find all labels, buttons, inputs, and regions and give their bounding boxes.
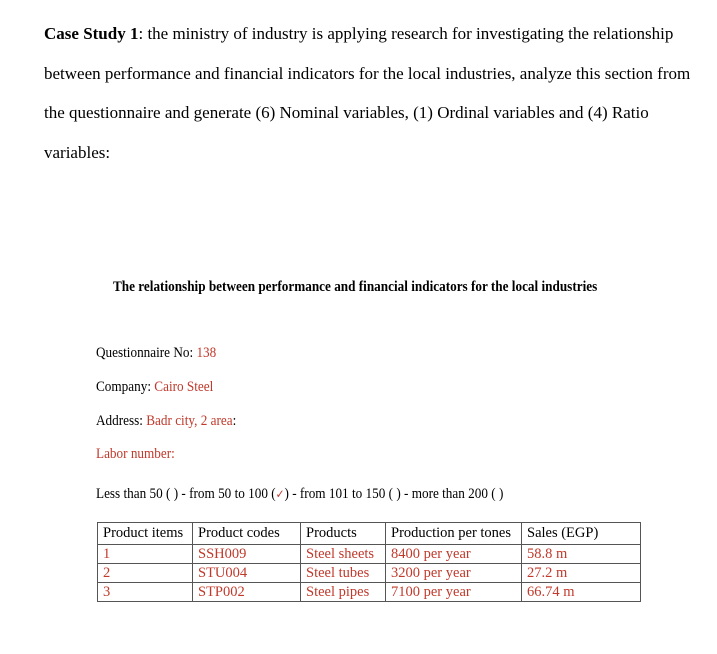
cell-product: Steel pipes <box>301 583 386 602</box>
labor-option-more-than-200: more than 200 ( ) <box>411 486 504 502</box>
survey-title: The relationship between performance and financial indicators for the local industries <box>113 279 598 295</box>
case-study-label: Case Study 1 <box>44 24 139 43</box>
address-field <box>96 413 236 430</box>
cell-production: 7100 per year <box>386 583 522 602</box>
labor-number-label: Labor number: <box>96 446 175 462</box>
labor-number-options <box>96 486 503 503</box>
labor-option-50-to-100 <box>189 486 300 502</box>
labor-option-separator: ) - <box>284 486 300 502</box>
cell-product-item: 3 <box>98 583 193 602</box>
address-label: Address: <box>96 413 147 429</box>
cell-product-item: 1 <box>98 545 193 564</box>
header-product-items: Product items <box>98 523 193 545</box>
questionnaire-number-value: 138 <box>196 345 217 361</box>
cell-product: Steel sheets <box>301 545 386 564</box>
questionnaire-number-field <box>96 345 216 362</box>
cell-production: 3200 per year <box>386 564 522 583</box>
labor-option-50-to-100-text: from 50 to 100 ( <box>189 486 276 502</box>
table-row <box>98 545 641 564</box>
cell-sales: 58.8 m <box>522 545 641 564</box>
header-products: Products <box>301 523 386 545</box>
address-suffix: : <box>232 413 237 429</box>
intro-line-2: between performance and financial indicators for the local industries, analyze this section from <box>44 63 691 83</box>
company-label: Company: <box>96 379 155 395</box>
checkmark-icon: ✓ <box>275 487 285 501</box>
intro-line-4: variables: <box>44 142 111 162</box>
questionnaire-number-label: Questionnaire No: <box>96 345 197 361</box>
labor-option-less-than-50: Less than 50 ( ) - <box>96 486 190 502</box>
company-field <box>96 379 213 396</box>
intro-line-1 <box>44 14 714 54</box>
cell-product: Steel tubes <box>301 564 386 583</box>
cell-sales: 27.2 m <box>522 564 641 583</box>
table-row <box>98 564 641 583</box>
case-study-intro <box>44 14 714 172</box>
cell-production: 8400 per year <box>386 545 522 564</box>
table-header-row <box>98 523 641 545</box>
cell-product-code: STU004 <box>193 564 301 583</box>
intro-line-1-text: : the ministry of industry is applying research for investigating the relationship <box>138 24 674 43</box>
company-value: Cairo Steel <box>154 379 214 395</box>
header-production-per-tones: Production per tones <box>386 523 522 545</box>
cell-product-item: 2 <box>98 564 193 583</box>
labor-option-101-to-150: from 101 to 150 ( ) - <box>299 486 412 502</box>
header-product-codes: Product codes <box>193 523 301 545</box>
table-row <box>98 583 641 602</box>
address-value: Badr city, 2 area <box>146 413 233 429</box>
intro-line-3: the questionnaire and generate (6) Nominal variables, (1) Ordinal variables and (4) Ratio <box>44 103 649 122</box>
cell-sales: 66.74 m <box>522 583 641 602</box>
cell-product-code: STP002 <box>193 583 301 602</box>
products-table <box>97 522 641 602</box>
header-sales: Sales (EGP) <box>522 523 641 545</box>
cell-product-code: SSH009 <box>193 545 301 564</box>
